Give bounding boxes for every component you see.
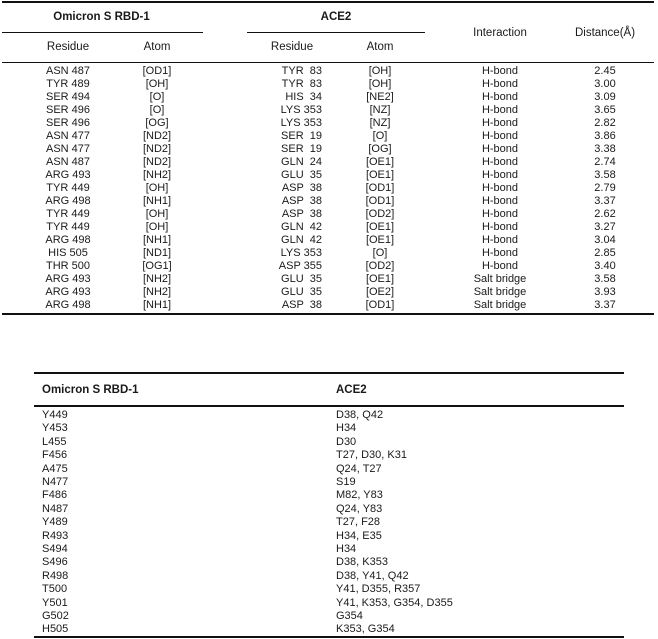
cell-distance: 3.37 [594, 299, 616, 311]
table-row [0, 91, 658, 104]
cell-ace2-residue: LYS 353 [280, 117, 322, 129]
table-row [0, 247, 658, 260]
cell-interaction: H-bond [481, 143, 519, 155]
cell-interaction: H-bond [481, 78, 519, 90]
cell-atom: [OH] [145, 208, 169, 220]
cell-distance: 3.40 [594, 260, 616, 272]
col-header-interaction: Interaction [473, 27, 527, 39]
cell-atom: [OG] [145, 117, 169, 129]
cell-residue: SER 496 [45, 117, 91, 129]
cell-ace2-residue: ASP 38 [281, 195, 322, 207]
table1-group-header-rbd: Omicron S RBD-1 [53, 11, 150, 23]
table-row [0, 156, 658, 169]
table1-header-rule [2, 62, 654, 63]
cell-ace2-atom: [NZ] [369, 117, 391, 129]
table-row [0, 104, 658, 117]
cell-ace2-residue: GLU 35 [281, 286, 322, 298]
cell-distance: 3.58 [594, 273, 616, 285]
cell-atom: [NH1] [142, 299, 172, 311]
cell-rbd-residue: H505 [42, 623, 69, 636]
cell-distance: 3.27 [594, 221, 616, 233]
col-header-residue: Residue [46, 41, 90, 53]
table1-bottom-rule [2, 313, 654, 315]
cell-ace2-residues: D38, K353 [336, 556, 388, 569]
cell-rbd-residue: N477 [42, 476, 69, 488]
table-row [0, 117, 658, 130]
cell-rbd-residue: Y489 [42, 516, 68, 529]
table-row [0, 503, 658, 516]
cell-residue: ARG 493 [45, 286, 91, 298]
cell-ace2-residues: T27, F28 [336, 516, 381, 529]
cell-atom: [OD1] [142, 65, 172, 77]
cell-residue: THR 500 [45, 260, 91, 272]
table-row [0, 449, 658, 462]
table-row [0, 436, 658, 449]
cell-ace2-atom: [OE1] [365, 156, 395, 168]
cell-distance: 3.37 [594, 195, 616, 207]
cell-ace2-atom: [OH] [368, 65, 392, 77]
cell-ace2-residue: GLU 35 [281, 169, 322, 181]
cell-ace2-residue: SER 19 [281, 130, 322, 142]
cell-distance: 3.86 [594, 130, 616, 142]
cell-atom: [OH] [145, 182, 169, 194]
cell-interaction: H-bond [481, 104, 519, 116]
cell-rbd-residue: Y449 [42, 409, 68, 421]
cell-ace2-residues: D30 [336, 435, 357, 448]
cell-ace2-residue: ASP 38 [281, 299, 322, 311]
cell-residue: TYR 449 [46, 208, 90, 220]
col-header-ace2-atom: Atom [366, 41, 394, 53]
table-row [0, 182, 658, 195]
cell-distance: 3.65 [594, 104, 616, 116]
cell-ace2-residue: LYS 353 [280, 104, 322, 116]
cell-ace2-residue: TYR 83 [281, 78, 322, 90]
table-row [0, 422, 658, 435]
cell-ace2-atom: [O] [372, 247, 388, 259]
cell-residue: HIS 505 [48, 247, 88, 259]
table-row [0, 583, 658, 596]
cell-ace2-residues: M82, Y83 [336, 489, 383, 502]
cell-ace2-atom: [OE1] [365, 234, 395, 246]
cell-ace2-atom: [OD1] [365, 195, 395, 207]
cell-ace2-atom: [OH] [368, 78, 392, 90]
cell-ace2-atom: [O] [372, 130, 388, 142]
cell-ace2-residues: H34 [336, 422, 357, 435]
cell-distance: 2.74 [594, 156, 616, 168]
table-row [0, 234, 658, 247]
cell-distance: 2.62 [594, 208, 616, 220]
cell-rbd-residue: G502 [42, 610, 69, 622]
cell-rbd-residue: F486 [42, 489, 68, 502]
table-row [0, 610, 658, 623]
cell-residue: TYR 449 [46, 221, 90, 233]
cell-atom: [ND2] [142, 143, 172, 155]
table-row [0, 463, 658, 476]
cell-atom: [ND1] [142, 247, 172, 259]
cell-residue: ARG 493 [45, 273, 91, 285]
cell-ace2-residues: T27, D30, K31 [336, 449, 407, 462]
cell-ace2-residue: GLN 24 [281, 156, 322, 168]
col-header-atom: Atom [143, 41, 171, 53]
table-row [0, 476, 658, 489]
cell-interaction: Salt bridge [473, 286, 527, 298]
table-row [0, 516, 658, 529]
cell-residue: ASN 477 [45, 143, 91, 155]
cell-ace2-residues: H34 [336, 543, 357, 555]
cell-ace2-atom: [NZ] [369, 104, 391, 116]
cell-ace2-residue: GLN 42 [281, 221, 322, 233]
cell-distance: 3.38 [594, 143, 616, 155]
cell-ace2-residues: D38, Y41, Q42 [336, 569, 409, 582]
table-row [0, 299, 658, 312]
cell-residue: ARG 498 [45, 234, 91, 246]
cell-distance: 3.04 [594, 234, 616, 246]
cell-atom: [NH2] [142, 169, 172, 181]
cell-atom: [NH2] [142, 286, 172, 298]
table-row [0, 597, 658, 610]
cell-ace2-residues: D38, Q42 [336, 409, 384, 421]
cell-atom: [ND2] [142, 130, 172, 142]
cell-ace2-residues: Y41, K353, G354, D355 [336, 596, 453, 609]
cell-residue: ARG 498 [45, 299, 91, 311]
cell-distance: 2.45 [594, 65, 616, 77]
cell-atom: [OH] [145, 78, 169, 90]
cell-atom: [ND2] [142, 156, 172, 168]
cell-ace2-atom: [OD2] [365, 260, 395, 272]
cell-interaction: H-bond [481, 195, 519, 207]
cell-ace2-residues: G354 [336, 610, 363, 622]
cell-ace2-atom: [OE1] [365, 169, 395, 181]
cell-interaction: H-bond [481, 65, 519, 77]
table2-col-header-rbd: Omicron S RBD-1 [42, 384, 139, 396]
cell-ace2-atom: [OE1] [365, 221, 395, 233]
table2-col-header-ace2: ACE2 [336, 384, 367, 396]
cell-atom: [OH] [145, 221, 169, 233]
cell-interaction: H-bond [481, 156, 519, 168]
cell-rbd-residue: N487 [42, 502, 69, 515]
cell-ace2-residues: H34, E35 [336, 529, 382, 542]
cell-interaction: H-bond [481, 234, 519, 246]
cell-ace2-residue: HIS 34 [285, 91, 322, 103]
cell-rbd-residue: T500 [42, 583, 68, 596]
cell-rbd-residue: Y501 [42, 596, 68, 609]
cell-residue: ARG 493 [45, 169, 91, 181]
table-row [0, 556, 658, 569]
col-header-ace2-residue: Residue [270, 41, 314, 53]
cell-atom: [NH2] [142, 273, 172, 285]
cell-distance: 2.79 [594, 182, 616, 194]
cell-rbd-residue: S494 [42, 543, 68, 555]
table-row [0, 286, 658, 299]
cell-interaction: H-bond [481, 182, 519, 194]
cell-ace2-residues: Q24, Y83 [336, 502, 383, 515]
cell-atom: [OG1] [142, 260, 172, 272]
table-row [0, 273, 658, 286]
cell-distance: 2.85 [594, 247, 616, 259]
cell-rbd-residue: R493 [42, 529, 69, 542]
cell-ace2-residue: LYS 353 [280, 247, 322, 259]
cell-distance: 3.09 [594, 91, 616, 103]
cell-ace2-atom: [OD1] [365, 299, 395, 311]
cell-ace2-residue: SER 19 [281, 143, 322, 155]
table-row [0, 208, 658, 221]
table-row [0, 489, 658, 502]
table-row [0, 260, 658, 273]
cell-ace2-atom: [OD1] [365, 182, 395, 194]
cell-rbd-residue: Y453 [42, 422, 68, 435]
cell-residue: ASN 487 [45, 156, 91, 168]
col-header-distance: Distance(Å) [574, 27, 636, 39]
cell-atom: [O] [149, 91, 165, 103]
cell-interaction: H-bond [481, 169, 519, 181]
cell-ace2-residue: ASP 38 [281, 208, 322, 220]
table-row [0, 143, 658, 156]
cell-interaction: H-bond [481, 117, 519, 129]
cell-interaction: H-bond [481, 208, 519, 220]
cell-residue: SER 496 [45, 104, 91, 116]
table-row [0, 530, 658, 543]
cell-interaction: H-bond [481, 260, 519, 272]
cell-distance: 3.00 [594, 78, 616, 90]
cell-ace2-residue: ASP 38 [281, 182, 322, 194]
table-row [0, 195, 658, 208]
table-row [0, 130, 658, 143]
cell-residue: ASN 477 [45, 130, 91, 142]
cell-residue: TYR 449 [46, 182, 90, 194]
cell-ace2-residue: TYR 83 [281, 65, 322, 77]
table1-ace2-subrule [247, 32, 425, 33]
table2-header-rule [34, 405, 624, 407]
cell-rbd-residue: R498 [42, 569, 69, 582]
table-row [0, 570, 658, 583]
cell-rbd-residue: A475 [42, 462, 68, 475]
cell-residue: TYR 489 [46, 78, 90, 90]
cell-rbd-residue: S496 [42, 556, 68, 569]
cell-ace2-atom: [OG] [368, 143, 392, 155]
cell-distance: 2.82 [594, 117, 616, 129]
cell-distance: 3.93 [594, 286, 616, 298]
table-row [0, 543, 658, 556]
cell-ace2-residue: GLU 35 [281, 273, 322, 285]
cell-atom: [NH1] [142, 234, 172, 246]
cell-interaction: H-bond [481, 247, 519, 259]
table2-bottom-rule [34, 636, 624, 638]
cell-distance: 3.58 [594, 169, 616, 181]
cell-residue: ASN 487 [45, 65, 91, 77]
cell-interaction: Salt bridge [473, 299, 527, 311]
table-row [0, 221, 658, 234]
cell-ace2-residues: K353, G354 [336, 623, 395, 636]
table1-top-rule [2, 1, 654, 3]
cell-atom: [O] [149, 104, 165, 116]
cell-interaction: H-bond [481, 91, 519, 103]
cell-ace2-atom: [NE2] [366, 91, 394, 103]
cell-ace2-residues: Y41, D355, R357 [336, 583, 421, 596]
cell-residue: ARG 498 [45, 195, 91, 207]
cell-ace2-residue: ASP 355 [278, 260, 322, 272]
table-row [0, 623, 658, 636]
cell-rbd-residue: L455 [42, 435, 67, 448]
cell-rbd-residue: F456 [42, 449, 68, 462]
cell-ace2-residues: Q24, T27 [336, 462, 382, 475]
table2-top-rule [34, 372, 624, 374]
cell-ace2-residue: GLN 42 [281, 234, 322, 246]
cell-ace2-atom: [OE2] [365, 286, 395, 298]
table-row [0, 169, 658, 182]
table1-group-header-ace2: ACE2 [320, 11, 352, 23]
cell-interaction: H-bond [481, 221, 519, 233]
table-row [0, 65, 658, 78]
cell-ace2-residues: S19 [336, 476, 356, 488]
cell-interaction: Salt bridge [473, 273, 527, 285]
cell-interaction: H-bond [481, 130, 519, 142]
table1-rbd-subrule [2, 32, 203, 33]
cell-residue: SER 494 [45, 91, 91, 103]
table-row [0, 409, 658, 422]
cell-ace2-atom: [OD2] [365, 208, 395, 220]
cell-ace2-atom: [OE1] [365, 273, 395, 285]
cell-atom: [NH1] [142, 195, 172, 207]
table-row [0, 78, 658, 91]
